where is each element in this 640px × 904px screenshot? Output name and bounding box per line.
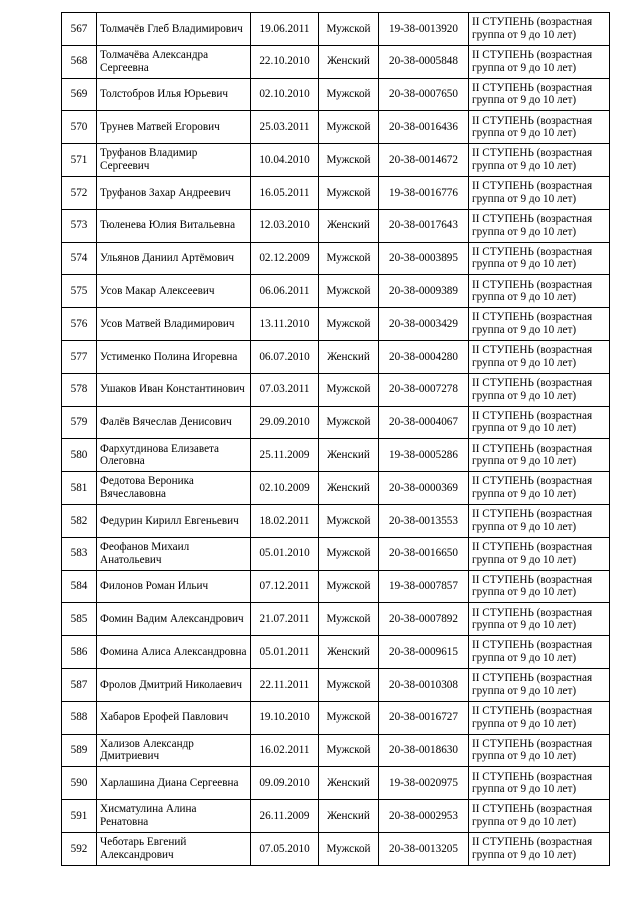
table-row: [62, 832, 610, 865]
table-row: [62, 13, 610, 46]
birth-date: 07.05.2010: [251, 832, 319, 865]
gender: Мужской: [319, 176, 379, 209]
gender: Мужской: [319, 504, 379, 537]
row-number: 591: [62, 800, 97, 833]
participant-id: 20-38-0016650: [379, 537, 469, 570]
level-group: II СТУПЕНЬ (возрастная группа от 9 до 10 лет): [469, 275, 610, 308]
row-number: 589: [62, 734, 97, 767]
participant-name: Филонов Роман Ильич: [97, 570, 251, 603]
table-row: [62, 767, 610, 800]
participant-name: Хисматулина Алина Ренатовна: [97, 800, 251, 833]
row-number: 582: [62, 504, 97, 537]
gender: Мужской: [319, 537, 379, 570]
row-number: 576: [62, 308, 97, 341]
level-group: II СТУПЕНЬ (возрастная группа от 9 до 10 лет): [469, 144, 610, 177]
level-group: II СТУПЕНЬ (возрастная группа от 9 до 10 лет): [469, 176, 610, 209]
level-group: II СТУПЕНЬ (возрастная группа от 9 до 10 лет): [469, 340, 610, 373]
level-group: II СТУПЕНЬ (возрастная группа от 9 до 10 лет): [469, 537, 610, 570]
level-group: II СТУПЕНЬ (возрастная группа от 9 до 10 лет): [469, 668, 610, 701]
table-row: [62, 373, 610, 406]
row-number: 570: [62, 111, 97, 144]
participant-id: 20-38-0003895: [379, 242, 469, 275]
birth-date: 02.12.2009: [251, 242, 319, 275]
participant-id: 20-38-0018630: [379, 734, 469, 767]
row-number: 571: [62, 144, 97, 177]
level-group: II СТУПЕНЬ (возрастная группа от 9 до 10 лет): [469, 767, 610, 800]
row-number: 573: [62, 209, 97, 242]
participant-id: 19-38-0005286: [379, 439, 469, 472]
birth-date: 25.03.2011: [251, 111, 319, 144]
level-group: II СТУПЕНЬ (возрастная группа от 9 до 10 лет): [469, 603, 610, 636]
gender: Мужской: [319, 668, 379, 701]
birth-date: 22.11.2011: [251, 668, 319, 701]
row-number: 568: [62, 45, 97, 78]
level-group: II СТУПЕНЬ (возрастная группа от 9 до 10 лет): [469, 439, 610, 472]
participant-id: 20-38-0007650: [379, 78, 469, 111]
participant-name: Толстобров Илья Юрьевич: [97, 78, 251, 111]
participant-name: Толмачёва Александра Сергеевна: [97, 45, 251, 78]
row-number: 583: [62, 537, 97, 570]
level-group: II СТУПЕНЬ (возрастная группа от 9 до 10 лет): [469, 570, 610, 603]
gender: Мужской: [319, 242, 379, 275]
participant-id: 20-38-0007892: [379, 603, 469, 636]
table-row: [62, 537, 610, 570]
table-row: [62, 176, 610, 209]
level-group: II СТУПЕНЬ (возрастная группа от 9 до 10 лет): [469, 242, 610, 275]
participant-name: Чеботарь Евгений Александрович: [97, 832, 251, 865]
participant-name: Хабаров Ерофей Павлович: [97, 701, 251, 734]
row-number: 579: [62, 406, 97, 439]
document-page: [61, 12, 609, 866]
table-row: [62, 209, 610, 242]
gender: Женский: [319, 767, 379, 800]
participant-name: Фалёв Вячеслав Денисович: [97, 406, 251, 439]
participant-name: Усов Матвей Владимирович: [97, 308, 251, 341]
birth-date: 22.10.2010: [251, 45, 319, 78]
table-row: [62, 308, 610, 341]
participant-name: Труфанов Владимир Сергеевич: [97, 144, 251, 177]
table-row: [62, 504, 610, 537]
birth-date: 10.04.2010: [251, 144, 319, 177]
row-number: 588: [62, 701, 97, 734]
row-number: 575: [62, 275, 97, 308]
participant-name: Фархутдинова Елизавета Олеговна: [97, 439, 251, 472]
gender: Мужской: [319, 406, 379, 439]
gender: Женский: [319, 209, 379, 242]
birth-date: 16.02.2011: [251, 734, 319, 767]
row-number: 590: [62, 767, 97, 800]
participant-id: 20-38-0004067: [379, 406, 469, 439]
row-number: 572: [62, 176, 97, 209]
level-group: II СТУПЕНЬ (возрастная группа от 9 до 10 лет): [469, 45, 610, 78]
participant-id: 20-38-0016727: [379, 701, 469, 734]
level-group: II СТУПЕНЬ (возрастная группа от 9 до 10 лет): [469, 13, 610, 46]
participant-id: 20-38-0013553: [379, 504, 469, 537]
row-number: 585: [62, 603, 97, 636]
level-group: II СТУПЕНЬ (возрастная группа от 9 до 10 лет): [469, 373, 610, 406]
participant-id: 20-38-0007278: [379, 373, 469, 406]
gender: Женский: [319, 472, 379, 505]
birth-date: 05.01.2011: [251, 636, 319, 669]
row-number: 577: [62, 340, 97, 373]
participant-name: Хализов Александр Дмитриевич: [97, 734, 251, 767]
row-number: 587: [62, 668, 97, 701]
table-row: [62, 78, 610, 111]
gender: Мужской: [319, 373, 379, 406]
birth-date: 05.01.2010: [251, 537, 319, 570]
birth-date: 19.10.2010: [251, 701, 319, 734]
table-row: [62, 439, 610, 472]
row-number: 574: [62, 242, 97, 275]
participants-table: [61, 12, 610, 866]
birth-date: 25.11.2009: [251, 439, 319, 472]
table-row: [62, 570, 610, 603]
participant-id: 20-38-0009615: [379, 636, 469, 669]
participant-id: 20-38-0016436: [379, 111, 469, 144]
gender: Мужской: [319, 78, 379, 111]
participant-name: Устименко Полина Игоревна: [97, 340, 251, 373]
table-row: [62, 603, 610, 636]
birth-date: 16.05.2011: [251, 176, 319, 209]
participant-name: Фомин Вадим Александрович: [97, 603, 251, 636]
table-row: [62, 275, 610, 308]
table-row: [62, 472, 610, 505]
table-row: [62, 242, 610, 275]
level-group: II СТУПЕНЬ (возрастная группа от 9 до 10 лет): [469, 209, 610, 242]
level-group: II СТУПЕНЬ (возрастная группа от 9 до 10 лет): [469, 406, 610, 439]
row-number: 584: [62, 570, 97, 603]
birth-date: 06.06.2011: [251, 275, 319, 308]
table-row: [62, 701, 610, 734]
birth-date: 02.10.2009: [251, 472, 319, 505]
gender: Мужской: [319, 832, 379, 865]
birth-date: 26.11.2009: [251, 800, 319, 833]
gender: Женский: [319, 439, 379, 472]
level-group: II СТУПЕНЬ (возрастная группа от 9 до 10 лет): [469, 636, 610, 669]
birth-date: 18.02.2011: [251, 504, 319, 537]
table-row: [62, 734, 610, 767]
participant-name: Ульянов Даниил Артёмович: [97, 242, 251, 275]
participant-name: Толмачёв Глеб Владимирович: [97, 13, 251, 46]
level-group: II СТУПЕНЬ (возрастная группа от 9 до 10 лет): [469, 111, 610, 144]
birth-date: 09.09.2010: [251, 767, 319, 800]
participant-name: Федотова Вероника Вячеславовна: [97, 472, 251, 505]
row-number: 592: [62, 832, 97, 865]
participant-id: 19-38-0020975: [379, 767, 469, 800]
gender: Мужской: [319, 308, 379, 341]
participant-id: 20-38-0014672: [379, 144, 469, 177]
gender: Мужской: [319, 275, 379, 308]
level-group: II СТУПЕНЬ (возрастная группа от 9 до 10 лет): [469, 800, 610, 833]
row-number: 581: [62, 472, 97, 505]
participant-id: 20-38-0009389: [379, 275, 469, 308]
table-row: [62, 406, 610, 439]
table-row: [62, 340, 610, 373]
gender: Мужской: [319, 144, 379, 177]
participant-id: 20-38-0010308: [379, 668, 469, 701]
birth-date: 07.03.2011: [251, 373, 319, 406]
gender: Мужской: [319, 13, 379, 46]
table-row: [62, 45, 610, 78]
table-row: [62, 111, 610, 144]
gender: Женский: [319, 340, 379, 373]
birth-date: 13.11.2010: [251, 308, 319, 341]
table-row: [62, 800, 610, 833]
row-number: 586: [62, 636, 97, 669]
birth-date: 19.06.2011: [251, 13, 319, 46]
participant-id: 19-38-0016776: [379, 176, 469, 209]
participant-name: Трунев Матвей Егорович: [97, 111, 251, 144]
gender: Женский: [319, 800, 379, 833]
participant-id: 20-38-0005848: [379, 45, 469, 78]
participant-name: Феофанов Михаил Анатольевич: [97, 537, 251, 570]
table-body: [62, 13, 610, 866]
birth-date: 07.12.2011: [251, 570, 319, 603]
birth-date: 12.03.2010: [251, 209, 319, 242]
participant-name: Тюленева Юлия Витальевна: [97, 209, 251, 242]
gender: Женский: [319, 636, 379, 669]
gender: Мужской: [319, 701, 379, 734]
participant-name: Харлашина Диана Сергеевна: [97, 767, 251, 800]
birth-date: 06.07.2010: [251, 340, 319, 373]
level-group: II СТУПЕНЬ (возрастная группа от 9 до 10 лет): [469, 504, 610, 537]
row-number: 567: [62, 13, 97, 46]
level-group: II СТУПЕНЬ (возрастная группа от 9 до 10 лет): [469, 734, 610, 767]
level-group: II СТУПЕНЬ (возрастная группа от 9 до 10 лет): [469, 701, 610, 734]
gender: Мужской: [319, 570, 379, 603]
participant-id: 20-38-0003429: [379, 308, 469, 341]
table-row: [62, 144, 610, 177]
birth-date: 21.07.2011: [251, 603, 319, 636]
participant-id: 20-38-0002953: [379, 800, 469, 833]
table-row: [62, 668, 610, 701]
participant-name: Труфанов Захар Андреевич: [97, 176, 251, 209]
participant-id: 20-38-0000369: [379, 472, 469, 505]
row-number: 569: [62, 78, 97, 111]
gender: Мужской: [319, 603, 379, 636]
birth-date: 29.09.2010: [251, 406, 319, 439]
participant-name: Усов Макар Алексеевич: [97, 275, 251, 308]
participant-name: Фролов Дмитрий Николаевич: [97, 668, 251, 701]
gender: Мужской: [319, 111, 379, 144]
level-group: II СТУПЕНЬ (возрастная группа от 9 до 10 лет): [469, 78, 610, 111]
participant-id: 20-38-0004280: [379, 340, 469, 373]
level-group: II СТУПЕНЬ (возрастная группа от 9 до 10 лет): [469, 832, 610, 865]
participant-id: 20-38-0013205: [379, 832, 469, 865]
participant-id: 20-38-0017643: [379, 209, 469, 242]
level-group: II СТУПЕНЬ (возрастная группа от 9 до 10 лет): [469, 308, 610, 341]
birth-date: 02.10.2010: [251, 78, 319, 111]
level-group: II СТУПЕНЬ (возрастная группа от 9 до 10 лет): [469, 472, 610, 505]
row-number: 578: [62, 373, 97, 406]
gender: Мужской: [319, 734, 379, 767]
row-number: 580: [62, 439, 97, 472]
table-row: [62, 636, 610, 669]
participant-id: 19-38-0007857: [379, 570, 469, 603]
participant-name: Ушаков Иван Константинович: [97, 373, 251, 406]
participant-name: Федурин Кирилл Евгеньевич: [97, 504, 251, 537]
participant-name: Фомина Алиса Александровна: [97, 636, 251, 669]
participant-id: 19-38-0013920: [379, 13, 469, 46]
gender: Женский: [319, 45, 379, 78]
